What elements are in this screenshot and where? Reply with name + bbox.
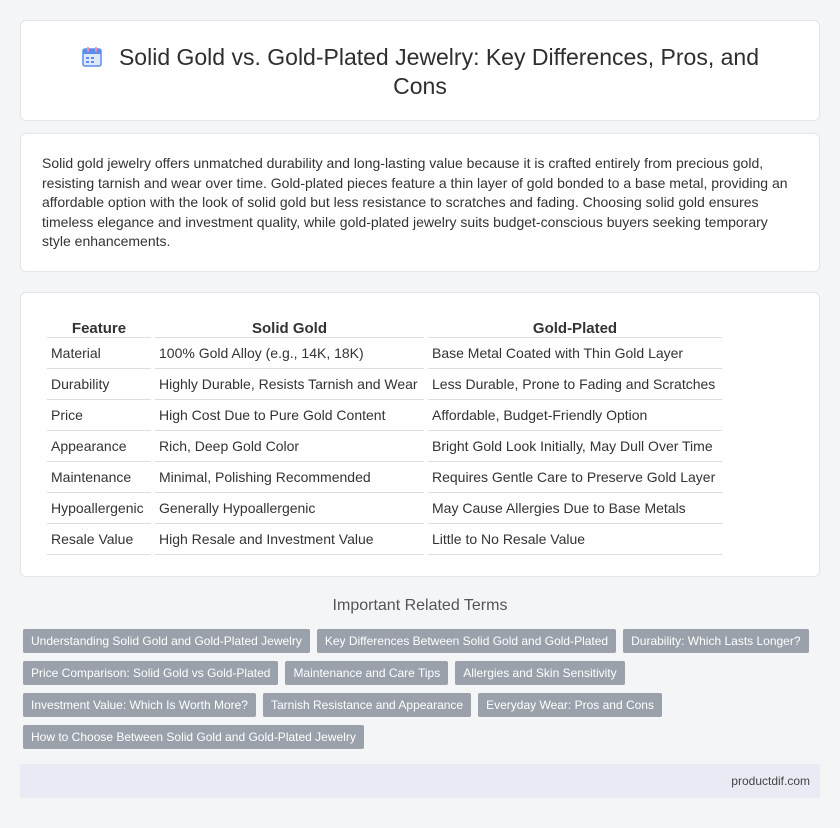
term-tag[interactable]: How to Choose Between Solid Gold and Gold-Plated Jewelry [23,725,364,749]
header-solid-gold: Solid Gold [155,313,424,338]
term-tag[interactable]: Understanding Solid Gold and Gold-Plated Jewelry [23,629,310,653]
term-row [23,629,823,653]
gold-plated-cell: Bright Gold Look Initially, May Dull Over Time [428,431,722,462]
header-feature: Feature [47,313,151,338]
footer-site-link[interactable]: productdif.com [731,774,810,788]
page-title-text: Solid Gold vs. Gold-Plated Jewelry: Key Differences, Pros, and Cons [118,44,760,99]
related-terms-heading: Important Related Terms [332,597,508,614]
term-tag[interactable]: Allergies and Skin Sensitivity [455,661,624,685]
solid-gold-cell: High Cost Due to Pure Gold Content [155,400,424,431]
term-tag[interactable]: Durability: Which Lasts Longer? [623,629,808,653]
gold-plated-cell: Base Metal Coated with Thin Gold Layer [428,338,722,369]
term-tag[interactable]: Key Differences Between Solid Gold and Gold-Plated [317,629,616,653]
solid-gold-cell: Rich, Deep Gold Color [155,431,424,462]
solid-gold-cell: High Resale and Investment Value [155,524,424,555]
term-tag[interactable]: Everyday Wear: Pros and Cons [478,693,662,717]
feature-cell: Hypoallergenic [47,493,151,524]
term-row [23,693,823,717]
table-row [47,400,722,431]
comparison-table [43,313,726,555]
solid-gold-cell: Minimal, Polishing Recommended [155,462,424,493]
table-row [47,431,722,462]
header-gold-plated: Gold-Plated [428,313,722,338]
term-row [23,661,823,685]
comparison-card [20,292,820,577]
calendar-icon [81,46,103,68]
table-row [47,338,722,369]
gold-plated-cell: Little to No Resale Value [428,524,722,555]
page-title [61,43,779,101]
table-row [47,369,722,400]
feature-cell: Durability [47,369,151,400]
term-row [23,725,823,749]
header-card [20,20,820,121]
table-row [47,462,722,493]
gold-plated-cell: May Cause Allergies Due to Base Metals [428,493,722,524]
intro-paragraph: Solid gold jewelry offers unmatched durability and long-lasting value because it is crafted entirely from precious gold, resisting tarnish and wear over time. Gold-plated pieces feature a thin layer of gold bonded to a base metal, providing an affordable option with the look of solid gold but less resistance to scratches and fading. Choosing solid gold ensures timeless elegance and investment quality, while gold-plated jewelry suits budget-conscious buyers seeking temporary style enhancements. [42,155,788,249]
table-row [47,524,722,555]
term-tag[interactable]: Tarnish Resistance and Appearance [263,693,471,717]
gold-plated-cell: Requires Gentle Care to Preserve Gold Layer [428,462,722,493]
term-tag[interactable]: Price Comparison: Solid Gold vs Gold-Plated [23,661,278,685]
intro-card [20,133,820,272]
feature-cell: Resale Value [47,524,151,555]
related-terms-list [23,629,823,757]
feature-cell: Material [47,338,151,369]
solid-gold-cell: Highly Durable, Resists Tarnish and Wear [155,369,424,400]
solid-gold-cell: 100% Gold Alloy (e.g., 14K, 18K) [155,338,424,369]
feature-cell: Price [47,400,151,431]
term-tag[interactable]: Maintenance and Care Tips [285,661,448,685]
solid-gold-cell: Generally Hypoallergenic [155,493,424,524]
table-header-row [47,313,722,338]
gold-plated-cell: Affordable, Budget-Friendly Option [428,400,722,431]
gold-plated-cell: Less Durable, Prone to Fading and Scratches [428,369,722,400]
table-row [47,493,722,524]
term-tag[interactable]: Investment Value: Which Is Worth More? [23,693,256,717]
feature-cell: Maintenance [47,462,151,493]
feature-cell: Appearance [47,431,151,462]
footer [20,764,820,798]
